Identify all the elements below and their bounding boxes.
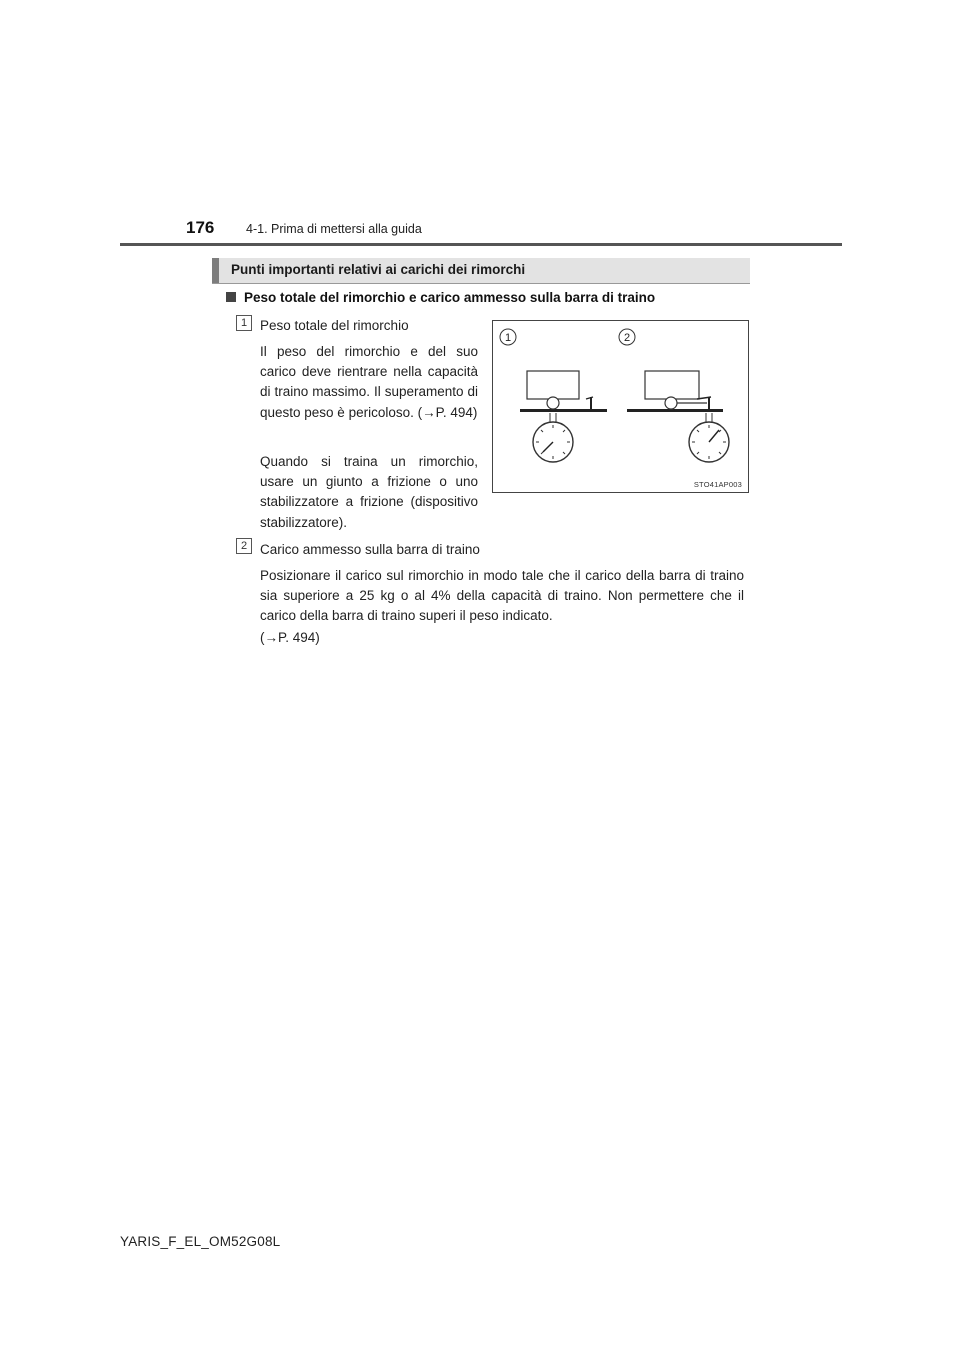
trailer-weight-figure (492, 320, 749, 493)
heading-underline (212, 283, 750, 284)
section-heading-bar (212, 258, 750, 283)
item-title-1: Peso totale del rimorchio (260, 318, 409, 333)
callout-label-1: 1 (504, 332, 512, 344)
section-title: 4-1. Prima di mettersi alla guida (246, 222, 422, 236)
page-number: 176 (186, 218, 215, 237)
item-1-paragraph-1: Il peso del rimorchio e del suo carico deve rientrare nella capacità di traino massimo. Il superamento di questo peso è pericoloso. (→P. 494) (260, 344, 478, 420)
item-1-paragraph-2: Quando si traina un rimorchio, usare un giunto a frizione o uno stabilizzatore a frizione (dispositivo stabilizzatore). (260, 454, 478, 530)
item-2-paragraph-1: Posizionare il carico sul rimorchio in modo tale che il carico della barra di traino sia superiore a 25 kg o al 4% della capacità di traino. Non permettere che il carico della barra di traino superi il peso indicato. (260, 568, 744, 624)
header-rule (120, 243, 842, 246)
item-title-2: Carico ammesso sulla barra di traino (260, 542, 480, 557)
trailer-scale-illustration (493, 321, 750, 494)
section-heading: Punti importanti relativi ai carichi dei rimorchi (231, 262, 526, 277)
item-number-2: 2 (236, 538, 252, 554)
item-2-paragraph-2: (→P. 494) (260, 630, 320, 645)
square-bullet-icon (226, 292, 236, 302)
sub-heading (226, 290, 655, 305)
sub-heading-text: Peso totale del rimorchio e carico ammesso sulla barra di traino (244, 290, 656, 305)
trailer-on-scale-right (627, 371, 729, 462)
trailer-on-scale-left (520, 371, 607, 462)
figure-code: STO41AP003 (693, 480, 742, 489)
item-number-1: 1 (236, 315, 252, 331)
footer-document-code: YARIS_F_EL_OM52G08L (120, 1234, 281, 1249)
callout-label-2: 2 (623, 332, 631, 344)
